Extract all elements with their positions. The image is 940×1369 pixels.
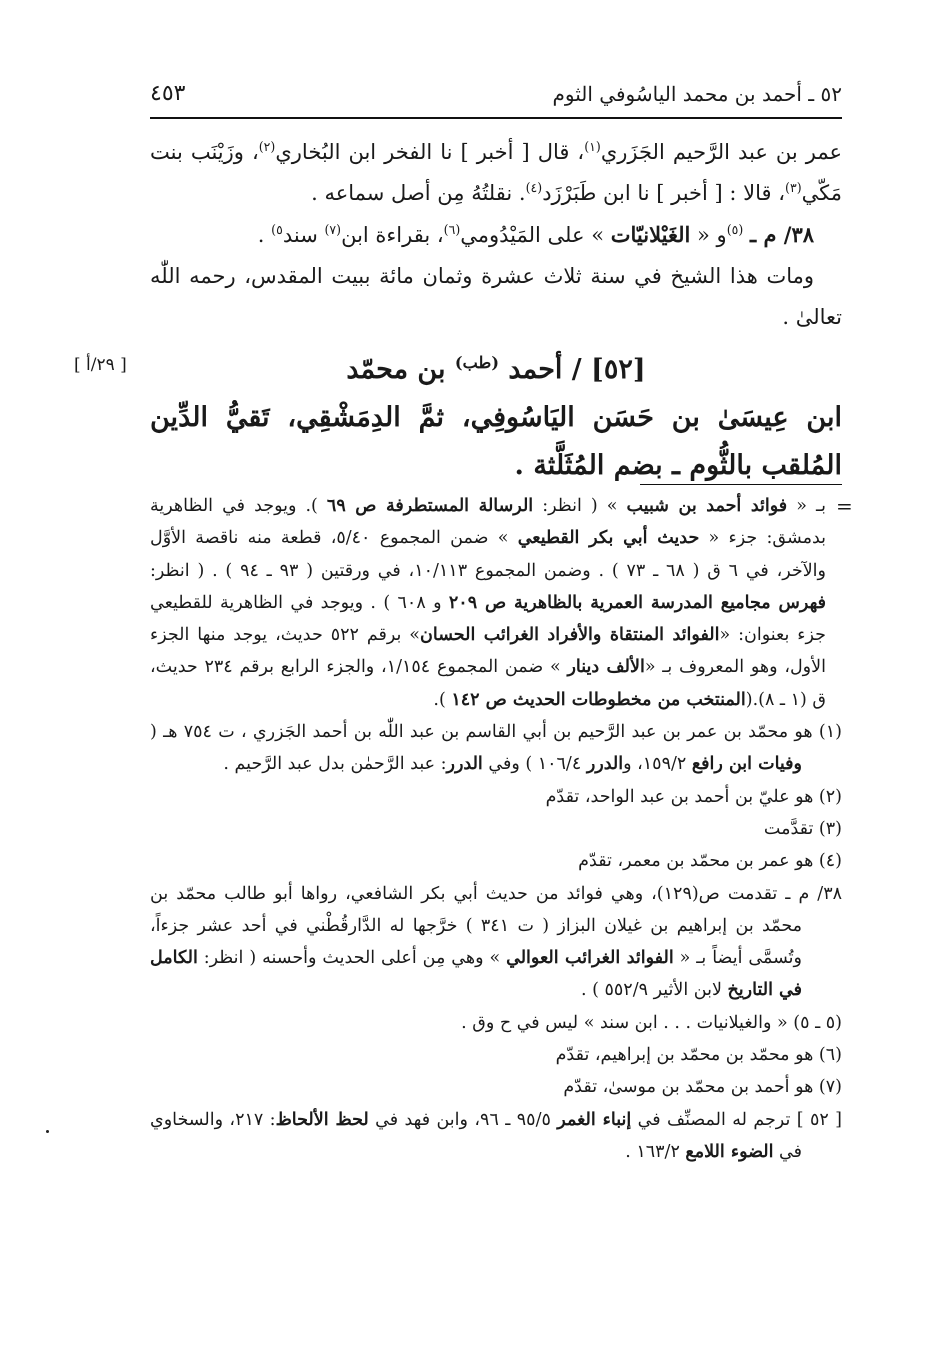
page-number: ٤٥٣ — [150, 81, 186, 106]
header-rule — [150, 117, 842, 119]
footnote-mark: (٦) — [443, 222, 461, 237]
footnote-5: (٥ ـ ٥) « والغيلانيات . . . ابن سند » ليس في ح وق . — [461, 1012, 842, 1033]
footnote-mark: (٣) — [785, 180, 802, 195]
footnote-52-sources: [ ٥٢ ] ترجم له المصنِّف في إنباء الغمر ٩٥/٥ ـ ٩٦، وابن فهد في لحظ الألحاظ: ٢١٧، والسخاوي في الضوء اللامع ١٦٣/٢ . — [150, 1109, 842, 1162]
footnote-7: (٧) هو أحمد بن محمّد بن موسىٰ، تقدّم — [563, 1077, 842, 1098]
footnote-4: (٤) هو عمر بن محمّد بن معمر، تقدّم — [578, 851, 842, 872]
work-title: الغَيْلانيّات — [610, 222, 691, 247]
footnote-2: (٢) هو عليّ بن أحمد بن عبد الواحد، تقدّم — [545, 786, 842, 807]
footnote-1: (١) هو محمّد بن عمر بن عبد الرَّحيم بن أبي القاسم بن عبد اللّٰه بن أحمد الجَزري ، ت ٧٥٤ هـ ( وفيات ابن رافع ١٥٩/٢، والدرر ١٠٦/٤ ) وفي الدرر: عبد الرَّحمٰن بدل عبد الرَّحيم . — [150, 722, 842, 775]
paragraph-ghaylaniyyat: ٣٨/ م ـ $^{(٥)}$و « الغَيْلانيّات » على المَيْدُومي$^{(٦)}$، بقراءة ابن$^{(٧)}$ سند$^{٥)}$ . — [257, 222, 814, 247]
heading-lineage-line: ابن عِيسَىٰ بن حَسَن اليَاسُوفِي، ثمَّ الدِمَشْقِي، تَقيُّ الدِّين المُلقب بالثُّوم ـ بضم المُثَلَّثة . — [150, 402, 842, 481]
footnote-3: (٣) تقدَّمت — [763, 818, 842, 839]
paragraph-isnad: عمر بن عبد الرَّحيم الجَزَري$^{(١)}$، قال [ أخبر ] نا الفخر ابن البُخاري$^{(٢)}$، وزَيْنَب بنت مَكّي$^{(٣)}$، قالا : [ أخبر ] نا ابن طَبَرْزَد$^{(٤)}$. نقلتُهُ مِن أصل سماعه . — [150, 139, 843, 205]
continuation-mark: = — [836, 494, 853, 518]
manuscript-folio-ref: [ ٢٩/أ ] — [74, 355, 127, 375]
heading-name-line: [٥٢] / أحمد $^{(طب)}$ بن محمّد — [346, 353, 646, 385]
footnote-rule — [640, 484, 842, 485]
footnote-mark: (٥) — [726, 222, 744, 237]
footnote-38m: ٣٨/ م ـ تقدمت ص(١٢٩)، وهي فوائد من حديث أبي بكر الشافعي، رواها أبو طالب محمّد بن محمّد بن إبراهيم بن غيلان البزاز ( ت ٣٤١ ) خرَّجها له الدَّارقُطْني في أحد عشر جزءاً، وتُسمَّى أيضاً بـ « الفوائد الغرائب العوالي » وهي مِن أعلى الحديث وأحسنه ( انظر: الكامل في التاريخ لابن الأثير ٥٥٢/٩ ) . — [150, 883, 842, 1001]
footnotes — [150, 490, 842, 1168]
chapter-title: ٥٢ ـ أحمد بن محمد الياسُوفي الثوم — [552, 82, 842, 106]
scan-speck — [46, 1130, 49, 1133]
paragraph-death: ومات هذا الشيخ في سنة ثلاث عشرة وثمان مائة ببيت المقدس، رحمه اللّٰه تعالىٰ . — [150, 264, 842, 329]
source-mark: (طب) — [454, 353, 500, 372]
biography-heading — [150, 346, 842, 490]
footnote-mark: (٤) — [525, 180, 543, 195]
footnote-6: (٦) هو محمّد بن محمّد بن إبراهيم، تقدّم — [555, 1045, 842, 1066]
footnote-mark: (٢) — [258, 139, 276, 154]
running-header — [150, 70, 842, 106]
footnote-mark: (١) — [584, 139, 601, 154]
footnote-mark: ٥) — [271, 222, 283, 237]
footnote-continued: بـ « فوائد أحمد بن شبيب » ( انظر: الرسالة المستطرفة ص ٦٩ ). ويوجد في الظاهرية بدمشق: جزء « حديث أبي بكر القطيعي » ضمن المجموع ٥/٤٠، قطعة منه ناقصة الأوَّل والآخر، في ٦ ق ( ٦٨ ـ ٧٣ ) . وضمن المجموع ١٠/١١٣، في ورقتين ( ٩٣ ـ ٩٤ ) . ( انظر: فهرس مجاميع المدرسة العمرية بالظاهرية ص ٢٠٩ و ٦٠٨ ) . ويوجد في الظاهرية للقطيعي جزء بعنوان: «الفوائد المنتقاة والأفراد الغرائب الحسان» برقم ٥٢٢ حديث، يوجد منها الجزء الأول، وهو المعروف بـ «الألف دينار » ضمن المجموع ١/١٥٤، والجزء الرابع برقم ٢٣٤ حديث، ق (١ ـ ٨).(المنتخب من مخطوطات الحديث ص ١٤٢ ). — [150, 496, 827, 710]
main-text — [150, 132, 842, 338]
footnote-mark: (٧) — [324, 222, 342, 237]
